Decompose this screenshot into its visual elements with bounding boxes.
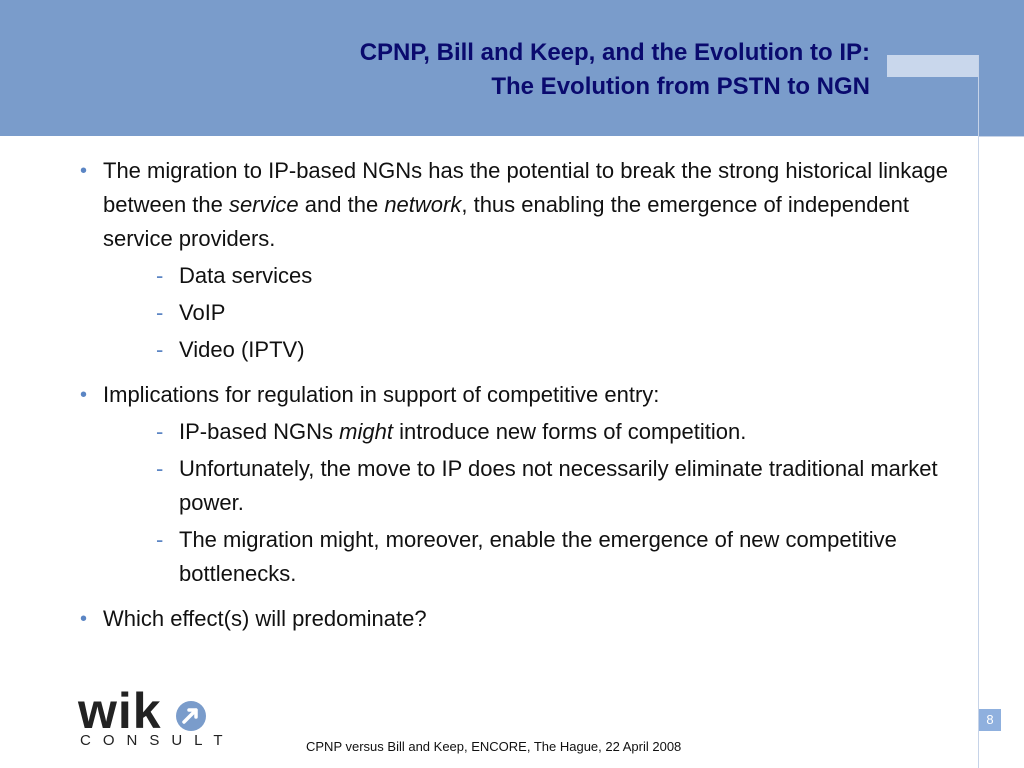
sub-bullet-text-emphasis: might (339, 419, 393, 444)
decorative-vertical-line (978, 55, 979, 768)
bullet-item (80, 154, 950, 367)
slide-title (360, 36, 870, 104)
sub-bullet-text: The migration might, moreover, enable the emergence of new competitive bottlenecks. (179, 527, 897, 586)
slide-content (80, 154, 950, 647)
page-number-badge: 8 (979, 709, 1001, 731)
sub-bullet-text: Unfortunately, the move to IP does not necessarily eliminate traditional market power. (179, 456, 938, 515)
sub-bullet-marker: - (156, 300, 164, 325)
bullet-marker: • (80, 160, 88, 182)
footer-text: CPNP versus Bill and Keep, ENCORE, The Hague, 22 April 2008 (306, 739, 682, 754)
bullet-text-emphasis: service (228, 192, 299, 217)
bullet-item (80, 602, 950, 636)
bullet-text-part: The migration to IP-based NGNs has the potential to break the strong historical linkage between the (103, 158, 949, 217)
logo-brand-text: wik (78, 683, 162, 739)
sub-bullet-item (103, 523, 950, 591)
sub-bullet-marker: - (156, 263, 164, 288)
bullet-text-part: and the (298, 192, 385, 217)
sub-bullet-text: Data services (179, 263, 313, 288)
sub-bullet-item (103, 415, 950, 449)
sub-bullet-text-part: IP-based NGNs (179, 419, 340, 444)
bullet-marker: • (80, 608, 88, 630)
sub-bullet-item (103, 452, 950, 520)
sub-bullet-item (103, 296, 950, 330)
bullet-text (103, 158, 948, 251)
slide-title-line-1: CPNP, Bill and Keep, and the Evolution to IP: (359, 39, 870, 66)
logo-mark-icon (175, 700, 207, 732)
decorative-horizontal-line (978, 136, 1024, 137)
sub-bullet-marker: - (156, 337, 164, 362)
bullet-item (80, 378, 950, 591)
wik-consult-logo (78, 683, 235, 756)
sub-bullet-text-part: introduce new forms of competition. (392, 419, 747, 444)
bullet-marker: • (80, 384, 88, 406)
slide-title-line-2: The Evolution from PSTN to NGN (491, 73, 870, 100)
sub-bullet-item (103, 333, 950, 367)
sub-bullet-item (103, 259, 950, 293)
sub-bullet-text: VoIP (179, 300, 226, 325)
sub-bullet-marker: - (156, 419, 164, 444)
decorative-block (887, 55, 979, 77)
bullet-text: Implications for regulation in support of competitive entry: (103, 382, 660, 407)
logo-tagline: CONSULT (80, 732, 235, 749)
sub-bullet-text: Video (IPTV) (179, 337, 305, 362)
sub-bullet-marker: - (156, 527, 164, 552)
bullet-text: Which effect(s) will predominate? (103, 606, 427, 631)
bullet-text-part: , thus enabling the emergence of independent service providers. (103, 192, 910, 251)
sub-bullet-marker: - (156, 456, 164, 481)
bullet-text-emphasis: network (384, 192, 462, 217)
sub-bullet-text (179, 419, 746, 444)
